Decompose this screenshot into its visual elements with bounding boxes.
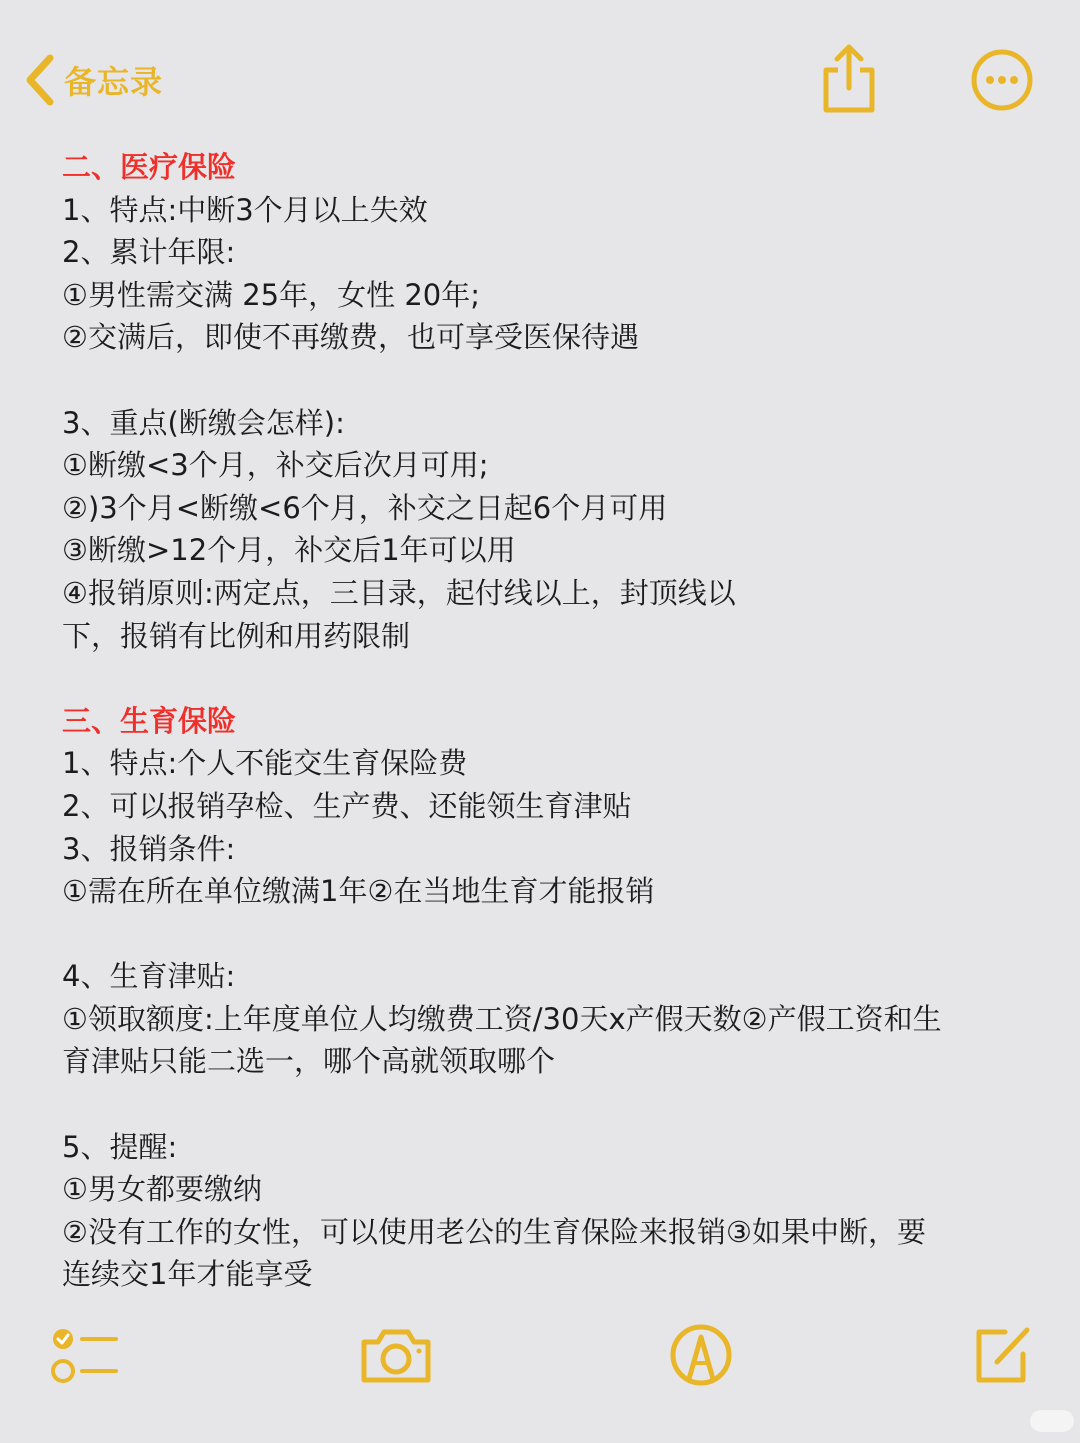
note-section-heading: 三、生育保险 — [62, 703, 237, 738]
note-line: 5、提醒: — [62, 1129, 178, 1164]
note-line: ①男性需交满 25年，女性 20年; — [62, 277, 481, 312]
checklist-icon — [50, 1325, 120, 1385]
note-line: ①断缴<3个月，补交后次月可用; — [62, 448, 489, 483]
markup-icon — [669, 1323, 733, 1387]
note-line: 下，报销有比例和用药限制 — [62, 618, 411, 653]
note-line: 2、累计年限: — [62, 235, 236, 270]
note-blank-line — [62, 913, 1022, 956]
checklist-button[interactable] — [48, 1310, 122, 1400]
share-button[interactable] — [818, 42, 880, 114]
more-button[interactable] — [970, 48, 1034, 112]
note-blank-line — [62, 657, 1022, 700]
note-line: 育津贴只能二选一，哪个高就领取哪个 — [62, 1044, 556, 1079]
note-line: ②交满后，即使不再缴费，也可享受医保待遇 — [62, 320, 639, 355]
chevron-left-icon — [22, 52, 58, 108]
camera-icon — [358, 1324, 434, 1386]
note-line: ①需在所在单位缴满1年②在当地生育才能报销 — [62, 874, 655, 909]
back-label: 备忘录 — [64, 63, 164, 101]
note-line: ④报销原则:两定点，三目录，起付线以上，封顶线以 — [62, 575, 736, 610]
note-body[interactable] — [62, 146, 1022, 1296]
watermark — [1030, 1410, 1074, 1432]
note-line: ③断缴>12个月，补交后1年可以用 — [62, 533, 516, 568]
note-line: 4、生育津贴: — [62, 959, 236, 994]
note-line: ①领取额度:上年度单位人均缴费工资/30天x产假天数②产假工资和生 — [62, 1001, 942, 1036]
markup-button[interactable] — [668, 1310, 734, 1400]
note-line: ②没有工作的女性，可以使用老公的生育保险来报销③如果中断，要 — [62, 1214, 926, 1249]
note-line: 2、可以报销孕检、生产费、还能领生育津贴 — [62, 788, 632, 823]
more-icon — [970, 48, 1034, 112]
bottom-toolbar — [0, 1310, 1080, 1400]
note-line: ②)3个月<断缴<6个月，补交之日起6个月可用 — [62, 490, 668, 525]
note-line: ①男女都要缴纳 — [62, 1172, 262, 1207]
note-blank-line — [62, 1083, 1022, 1126]
camera-button[interactable] — [356, 1310, 436, 1400]
note-blank-line — [62, 359, 1022, 402]
compose-icon — [971, 1324, 1033, 1386]
note-line: 连续交1年才能享受 — [62, 1257, 313, 1292]
top-navigation-bar — [0, 0, 1080, 150]
note-section-heading: 二、医疗保险 — [62, 150, 237, 184]
note-line: 3、重点(断缴会怎样): — [62, 405, 345, 440]
note-line: 1、特点:中断3个月以上失效 — [62, 192, 428, 227]
share-icon — [818, 42, 880, 114]
compose-button[interactable] — [970, 1310, 1034, 1400]
note-line: 3、报销条件: — [62, 831, 236, 866]
note-line: 1、特点:个人不能交生育保险费 — [62, 746, 468, 781]
back-button[interactable] — [22, 50, 163, 110]
